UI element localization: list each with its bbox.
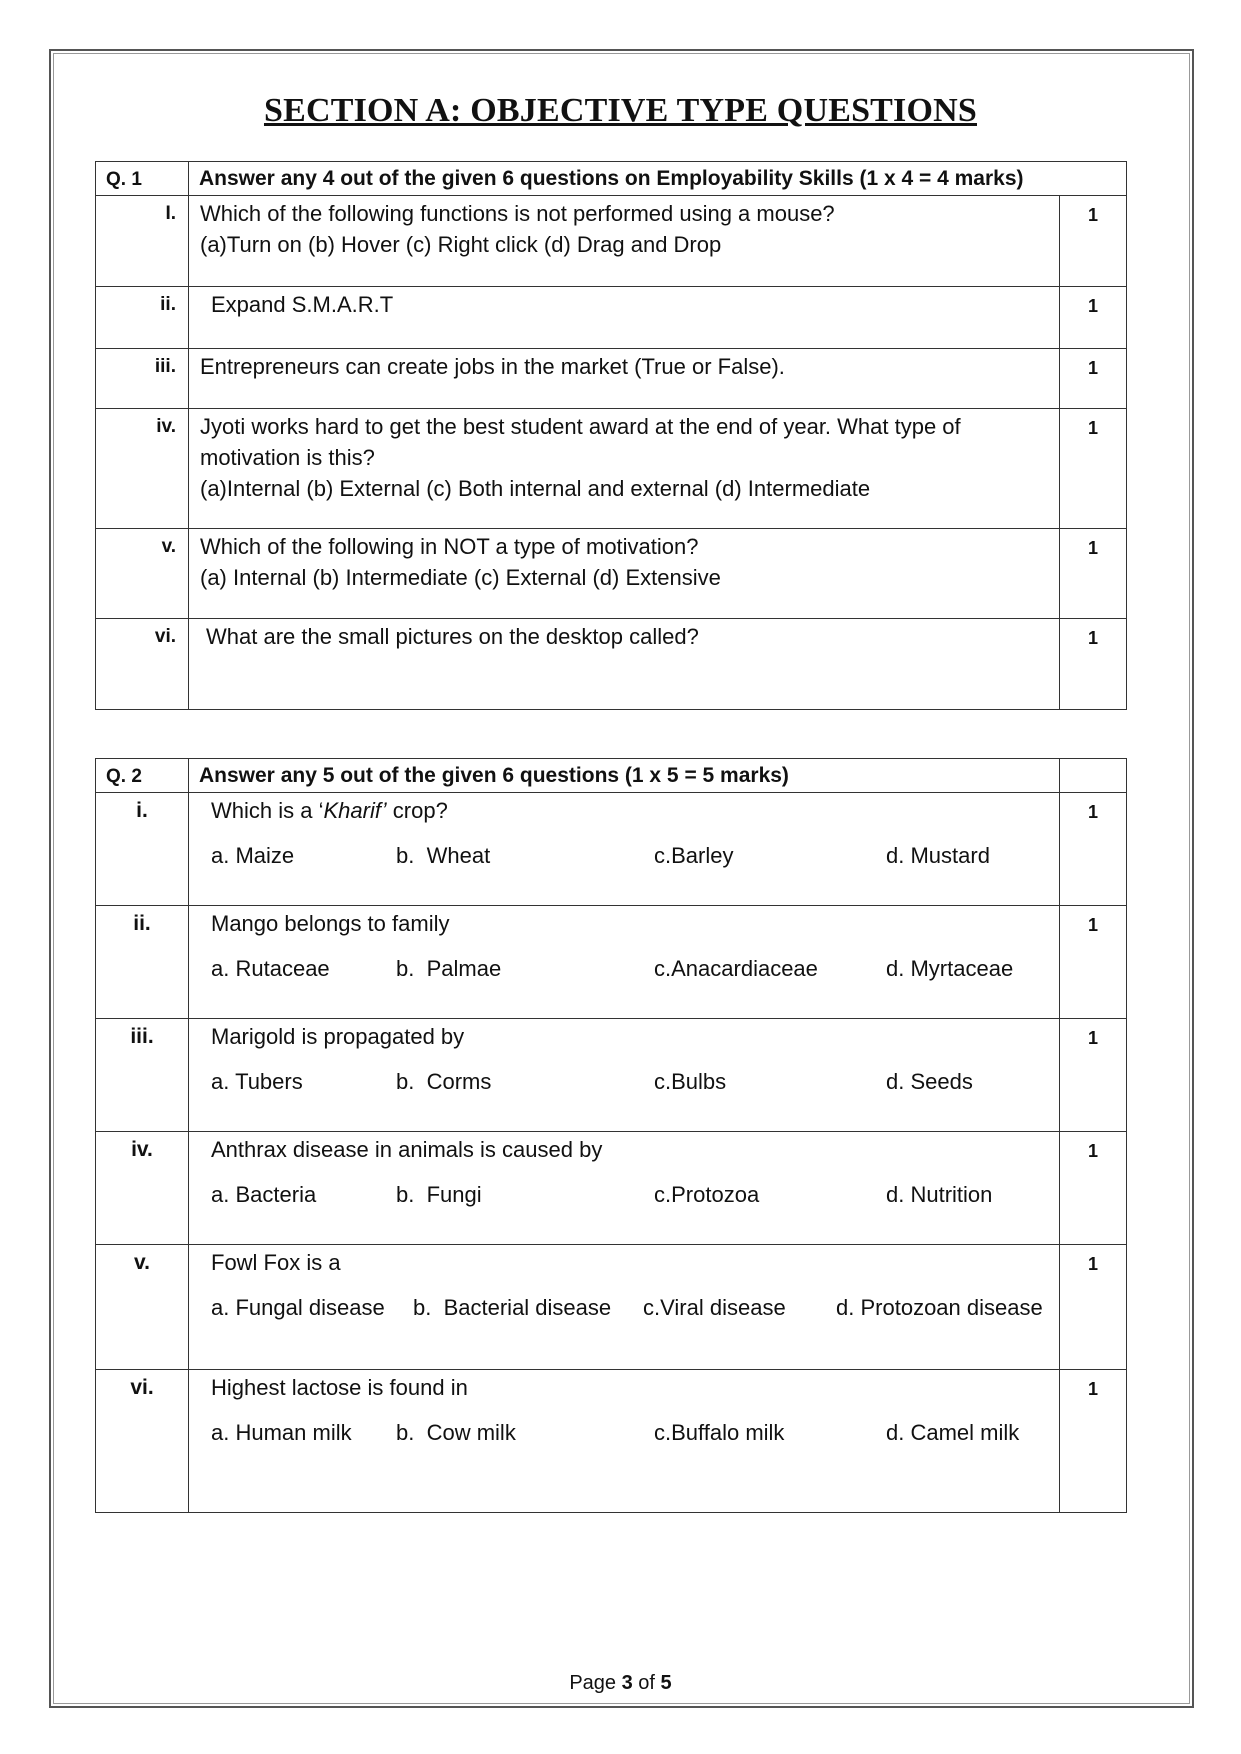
q2-row-1 [96,793,1127,906]
q1-row-5 [96,529,1127,619]
question-line: motivation is this? [200,445,375,470]
total-pages: 5 [660,1672,672,1694]
question-text: crop? [386,798,448,823]
q2-item-text [189,1370,1060,1513]
q2-item-text [189,1019,1060,1132]
q1-row-6 [96,619,1127,710]
option-d: d. Mustard [886,843,990,868]
option-d: d. Protozoan disease [836,1295,1043,1320]
q1-row-2 [96,287,1127,349]
q2-row-2 [96,906,1127,1019]
q2-label: Q. 2 [96,759,189,793]
q1-item-text [189,349,1060,409]
option-d: d. Nutrition [886,1182,993,1207]
question-line: Which of the following in NOT a type of motivation? [200,534,699,559]
question-line: Jyoti works hard to get the best student award at the end of year. What type of [200,414,961,439]
q1-item-marks: 1 [1060,619,1127,710]
question-emphasis: Kharif’ [323,798,387,823]
current-page-number: 3 [621,1672,633,1694]
question-line: Which of the following functions is not performed using a mouse? [200,201,835,226]
question-line: (a) Internal (b) Intermediate (c) External (d) Extensive [200,565,721,590]
q2-item-marks: 1 [1060,1132,1127,1245]
footer-text: Page [569,1672,622,1694]
q2-row-3 [96,1019,1127,1132]
q1-label: Q. 1 [96,162,189,196]
q1-row-1 [96,196,1127,287]
q1-item-marks: 1 [1060,196,1127,287]
option-b: b. Bacterial disease [413,1295,612,1320]
option-d: d. Seeds [886,1069,973,1094]
q1-table [95,161,1127,710]
q1-item-marks: 1 [1060,349,1127,409]
option-a: a. Human milk [211,1420,352,1445]
question-line: Entrepreneurs can create jobs in the market (True or False). [200,354,785,379]
option-a: a. Rutaceae [211,956,330,981]
question-stem: Fowl Fox is a [211,1250,341,1275]
q2-header-marks-cell [1060,759,1127,793]
section-title: SECTION A: OBJECTIVE TYPE QUESTIONS [263,92,977,129]
q1-item-marks: 1 [1060,529,1127,619]
option-c: c.Barley [654,843,734,868]
q2-instruction: Answer any 5 out of the given 6 questions (1 x 5 = 5 marks) [189,759,1060,793]
q2-item-number: ii. [96,906,189,1019]
q1-item-number: v. [96,529,189,619]
q1-item-text [189,196,1060,287]
q2-table [95,758,1127,1513]
option-a: a. Tubers [211,1069,303,1094]
option-b: b. Corms [396,1069,492,1094]
q2-item-number: iv. [96,1132,189,1245]
q1-item-text [189,287,1060,349]
question-stem: Marigold is propagated by [211,1024,465,1049]
option-c: c.Anacardiaceae [654,956,818,981]
q1-item-number: vi. [96,619,189,710]
question-line: What are the small pictures on the desktop called? [206,624,699,649]
question-stem: Mango belongs to family [211,911,450,936]
question-line: (a)Turn on (b) Hover (c) Right click (d) Drag and Drop [200,232,722,257]
q2-row-4 [96,1132,1127,1245]
q2-item-number: i. [96,793,189,906]
q2-item-marks: 1 [1060,1245,1127,1370]
option-d: d. Myrtaceae [886,956,1014,981]
q1-item-number: I. [96,196,189,287]
q1-header-row [96,162,1127,196]
q1-item-marks: 1 [1060,287,1127,349]
q2-item-marks: 1 [1060,793,1127,906]
q2-item-number: vi. [96,1370,189,1513]
q2-item-text [189,793,1060,906]
q1-item-number: iii. [96,349,189,409]
options-row [211,1179,1048,1210]
q1-instruction: Answer any 4 out of the given 6 questions on Employability Skills (1 x 4 = 4 marks) [189,162,1127,196]
option-b: b. Cow milk [396,1420,516,1445]
option-b: b. Palmae [396,956,502,981]
q2-item-text [189,1132,1060,1245]
question-stem: Anthrax disease in animals is caused by [211,1137,603,1162]
options-row [211,953,1048,984]
question-stem [211,795,1048,826]
options-row [211,1066,1048,1097]
question-line: (a)Internal (b) External (c) Both internal and external (d) Intermediate [200,476,871,501]
q1-item-number: iv. [96,409,189,529]
option-b: b. Wheat [396,843,491,868]
option-c: c.Viral disease [643,1295,786,1320]
options-row [211,1292,1048,1323]
footer-text: of [632,1672,661,1694]
option-c: c.Bulbs [654,1069,727,1094]
option-a: a. Maize [211,843,295,868]
question-stem: Highest lactose is found in [211,1375,468,1400]
option-a: a. Bacteria [211,1182,317,1207]
option-c: c.Buffalo milk [654,1420,785,1445]
q2-item-marks: 1 [1060,1019,1127,1132]
page-footer [0,1672,1241,1695]
option-b: b. Fungi [396,1182,482,1207]
question-text: Which is a ‘ [211,798,324,823]
q1-item-text [189,529,1060,619]
option-a: a. Fungal disease [211,1295,385,1320]
q2-item-text [189,1245,1060,1370]
q1-item-number: ii. [96,287,189,349]
q2-item-number: v. [96,1245,189,1370]
q2-header-row [96,759,1127,793]
options-row [211,1417,1048,1448]
q1-item-text [189,619,1060,710]
option-d: d. Camel milk [886,1420,1020,1445]
question-line: Expand S.M.A.R.T [211,292,394,317]
q1-item-marks: 1 [1060,409,1127,529]
option-c: c.Protozoa [654,1182,760,1207]
q2-item-marks: 1 [1060,1370,1127,1513]
q1-row-3 [96,349,1127,409]
q2-row-5 [96,1245,1127,1370]
q1-row-4 [96,409,1127,529]
q1-item-text [189,409,1060,529]
q2-row-6 [96,1370,1127,1513]
q2-item-text [189,906,1060,1019]
q2-item-marks: 1 [1060,906,1127,1019]
q2-item-number: iii. [96,1019,189,1132]
options-row [211,840,1048,871]
